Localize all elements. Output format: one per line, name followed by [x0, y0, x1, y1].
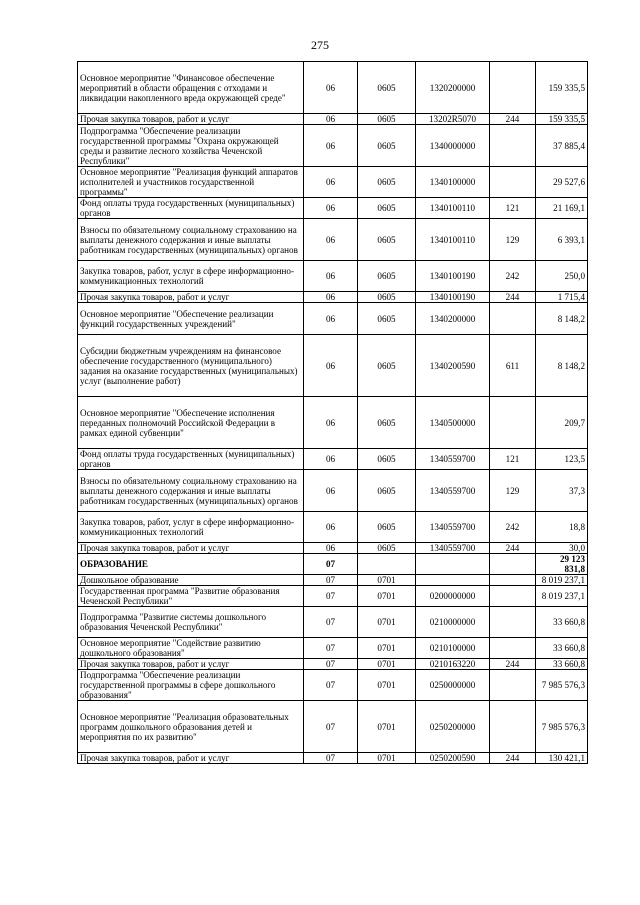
subsection-code: 0701 [358, 638, 416, 659]
table-row [78, 449, 588, 470]
amount: 8 148,2 [536, 335, 588, 397]
table-row [78, 670, 588, 701]
amount: 8 148,2 [536, 303, 588, 335]
section-code: 07 [304, 607, 358, 638]
expense-kind-code [490, 554, 536, 575]
item-name: Взносы по обязательному социальному страхованию на выплаты денежного содержания и иные выплаты работникам государственных (муниципальных) органов [78, 470, 304, 512]
target-article-code: 1340100190 [416, 292, 490, 303]
section-code: 07 [304, 575, 358, 586]
item-name: Дошкольное образование [78, 575, 304, 586]
target-article-code: 1340500000 [416, 397, 490, 449]
table-row [78, 586, 588, 607]
amount: 250,0 [536, 261, 588, 292]
table-row [78, 219, 588, 261]
subsection-code: 0701 [358, 701, 416, 753]
target-article-code: 1340100000 [416, 167, 490, 198]
subsection-code: 0605 [358, 292, 416, 303]
target-article-code: 1340559700 [416, 449, 490, 470]
subsection-code: 0605 [358, 198, 416, 219]
expense-kind-code: 244 [490, 292, 536, 303]
expense-kind-code: 242 [490, 512, 536, 543]
expense-kind-code: 244 [490, 543, 536, 554]
subsection-code: 0605 [358, 512, 416, 543]
target-article-code: 0250200000 [416, 701, 490, 753]
table-row [78, 607, 588, 638]
subsection-code: 0605 [358, 219, 416, 261]
section-code: 07 [304, 638, 358, 659]
target-article-code: 1340000000 [416, 125, 490, 167]
table-row [78, 335, 588, 397]
subsection-code: 0605 [358, 125, 416, 167]
target-article-code: 0210163220 [416, 659, 490, 670]
budget-table [77, 61, 588, 764]
expense-kind-code: 121 [490, 449, 536, 470]
section-code: 06 [304, 397, 358, 449]
subsection-code: 0701 [358, 607, 416, 638]
subsection-code: 0605 [358, 335, 416, 397]
expense-kind-code: 611 [490, 335, 536, 397]
item-name: Государственная программа "Развитие образования Чеченской Республики" [78, 586, 304, 607]
subsection-code: 0605 [358, 167, 416, 198]
expense-kind-code [490, 638, 536, 659]
expense-kind-code [490, 607, 536, 638]
target-article-code: 1340100190 [416, 261, 490, 292]
amount: 159 335,5 [536, 114, 588, 125]
subsection-code: 0701 [358, 670, 416, 701]
target-article-code [416, 554, 490, 575]
amount: 130 421,1 [536, 753, 588, 764]
item-name: Подпрограмма "Развитие системы дошкольного образования Чеченской Республики" [78, 607, 304, 638]
subsection-code: 0701 [358, 753, 416, 764]
expense-kind-code: 121 [490, 198, 536, 219]
section-code: 06 [304, 292, 358, 303]
item-name: Основное мероприятие "Обеспечение исполнения переданных полномочий Российской Федерации в рамках единой субвенции" [78, 397, 304, 449]
subsection-code: 0701 [358, 586, 416, 607]
target-article-code: 1340559700 [416, 470, 490, 512]
target-article-code: 1340200590 [416, 335, 490, 397]
target-article-code: 1340100110 [416, 198, 490, 219]
table-row [78, 198, 588, 219]
amount: 6 393,1 [536, 219, 588, 261]
item-name: Закупка товаров, работ, услуг в сфере информационно-коммуникационных технологий [78, 261, 304, 292]
section-code: 07 [304, 659, 358, 670]
amount: 8 019 237,1 [536, 586, 588, 607]
expense-kind-code [490, 586, 536, 607]
table-row [78, 659, 588, 670]
amount: 29 527,6 [536, 167, 588, 198]
target-article-code: 1340200000 [416, 303, 490, 335]
amount: 33 660,8 [536, 607, 588, 638]
item-name: Прочая закупка товаров, работ и услуг [78, 543, 304, 554]
target-article-code: 1320200000 [416, 62, 490, 114]
section-code: 06 [304, 62, 358, 114]
subsection-code: 0701 [358, 659, 416, 670]
section-code: 06 [304, 114, 358, 125]
page-number: 275 [311, 38, 329, 52]
item-name: Основное мероприятие "Реализация функций аппаратов исполнителей и участников государственной программы" [78, 167, 304, 198]
subsection-code [358, 554, 416, 575]
subsection-code: 0605 [358, 470, 416, 512]
target-article-code [416, 575, 490, 586]
target-article-code: 0250000000 [416, 670, 490, 701]
table-row [78, 554, 588, 575]
section-code: 06 [304, 198, 358, 219]
item-name: Субсидии бюджетным учреждениям на финансовое обеспечение государственного (муниципального) задания на оказание государственных (муниципальных) услуг (выполнение работ) [78, 335, 304, 397]
section-code: 07 [304, 554, 358, 575]
section-code: 07 [304, 586, 358, 607]
item-name: Основное мероприятие "Содействие развитию дошкольного образования" [78, 638, 304, 659]
table-row [78, 167, 588, 198]
section-code: 06 [304, 335, 358, 397]
budget-table-body [78, 62, 588, 764]
expense-kind-code [490, 303, 536, 335]
item-name: Взносы по обязательному социальному страхованию на выплаты денежного содержания и иные выплаты работникам государственных (муниципальных) органов [78, 219, 304, 261]
target-article-code: 0210000000 [416, 607, 490, 638]
expense-kind-code: 242 [490, 261, 536, 292]
target-article-code: 0210100000 [416, 638, 490, 659]
table-row [78, 753, 588, 764]
amount: 37,3 [536, 470, 588, 512]
table-row [78, 397, 588, 449]
table-row [78, 114, 588, 125]
item-name: Прочая закупка товаров, работ и услуг [78, 292, 304, 303]
expense-kind-code [490, 167, 536, 198]
amount: 7 985 576,3 [536, 701, 588, 753]
target-article-code: 1340559700 [416, 543, 490, 554]
item-name: Закупка товаров, работ, услуг в сфере информационно-коммуникационных технологий [78, 512, 304, 543]
subsection-code: 0701 [358, 575, 416, 586]
item-name: Основное мероприятие "Финансовое обеспечение мероприятий в области обращения с отходами и ликвидации накопленного вреда окружающей среде" [78, 62, 304, 114]
table-row [78, 470, 588, 512]
subsection-code: 0605 [358, 261, 416, 292]
section-code: 07 [304, 670, 358, 701]
amount: 123,5 [536, 449, 588, 470]
table-row [78, 575, 588, 586]
item-name: Основное мероприятие "Обеспечение реализации функций государственных учреждений" [78, 303, 304, 335]
item-name: Фонд оплаты труда государственных (муниципальных) органов [78, 449, 304, 470]
amount: 7 985 576,3 [536, 670, 588, 701]
section-code: 06 [304, 219, 358, 261]
section-code: 06 [304, 167, 358, 198]
section-code: 06 [304, 512, 358, 543]
expense-kind-code: 244 [490, 753, 536, 764]
target-article-code: 0250200590 [416, 753, 490, 764]
section-code: 07 [304, 701, 358, 753]
expense-kind-code [490, 575, 536, 586]
expense-kind-code [490, 397, 536, 449]
subsection-code: 0605 [358, 397, 416, 449]
table-row [78, 512, 588, 543]
subsection-code: 0605 [358, 449, 416, 470]
amount: 29 123 831,8 [536, 554, 588, 575]
amount: 30,0 [536, 543, 588, 554]
table-row [78, 125, 588, 167]
item-name: Подпрограмма "Обеспечение реализации государственной программы в сфере дошкольного образования" [78, 670, 304, 701]
item-name: Подпрограмма "Обеспечение реализации государственной программы "Охрана окружающей среды и развитие лесного хозяйства Чеченской Республики" [78, 125, 304, 167]
amount: 33 660,8 [536, 659, 588, 670]
section-code: 06 [304, 125, 358, 167]
amount: 8 019 237,1 [536, 575, 588, 586]
table-row [78, 303, 588, 335]
subsection-code: 0605 [358, 543, 416, 554]
section-code: 06 [304, 449, 358, 470]
table-row [78, 261, 588, 292]
amount: 37 885,4 [536, 125, 588, 167]
table-row [78, 292, 588, 303]
table-row [78, 701, 588, 753]
item-name: Прочая закупка товаров, работ и услуг [78, 114, 304, 125]
expense-kind-code: 244 [490, 659, 536, 670]
section-code: 07 [304, 753, 358, 764]
amount: 21 169,1 [536, 198, 588, 219]
item-name: Прочая закупка товаров, работ и услуг [78, 753, 304, 764]
table-row [78, 543, 588, 554]
subsection-code: 0605 [358, 62, 416, 114]
subsection-code: 0605 [358, 114, 416, 125]
expense-kind-code: 244 [490, 114, 536, 125]
section-code: 06 [304, 470, 358, 512]
target-article-code: 1340100110 [416, 219, 490, 261]
expense-kind-code: 129 [490, 219, 536, 261]
target-article-code: 0200000000 [416, 586, 490, 607]
item-name: Прочая закупка товаров, работ и услуг [78, 659, 304, 670]
target-article-code: 13202R5070 [416, 114, 490, 125]
item-name: Основное мероприятие "Реализация образовательных программ дошкольного образования детей и мероприятия по их развитию" [78, 701, 304, 753]
section-code: 06 [304, 303, 358, 335]
expense-kind-code [490, 62, 536, 114]
amount: 18,8 [536, 512, 588, 543]
expense-kind-code: 129 [490, 470, 536, 512]
item-name: ОБРАЗОВАНИЕ [78, 554, 304, 575]
amount: 209,7 [536, 397, 588, 449]
subsection-code: 0605 [358, 303, 416, 335]
expense-kind-code [490, 125, 536, 167]
section-code: 06 [304, 543, 358, 554]
target-article-code: 1340559700 [416, 512, 490, 543]
item-name: Фонд оплаты труда государственных (муниципальных) органов [78, 198, 304, 219]
amount: 33 660,8 [536, 638, 588, 659]
table-row [78, 62, 588, 114]
amount: 1 715,4 [536, 292, 588, 303]
expense-kind-code [490, 701, 536, 753]
section-code: 06 [304, 261, 358, 292]
amount: 159 335,5 [536, 62, 588, 114]
expense-kind-code [490, 670, 536, 701]
table-row [78, 638, 588, 659]
